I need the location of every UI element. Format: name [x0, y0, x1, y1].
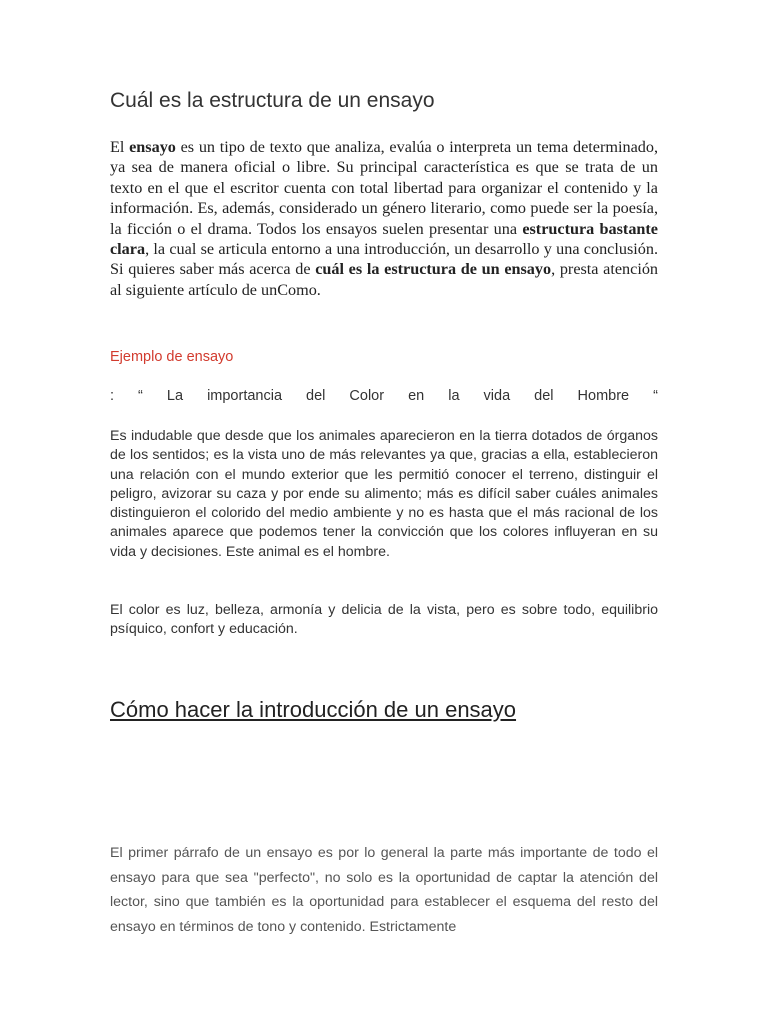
essay-paragraph-1: Es indudable que desde que los animales aparecieron en la tierra dotados de órganos de los sentidos; es la vista uno de más relevantes ya que, gracias a ella, establecieron una relación con el mundo exterior que les permitió conocer el terreno, distinguir el peligro, avizorar su caza y por ende su alimento; más es difícil saber cuáles animales distinguieron el colorido del medio ambiente y no es hasta que el más racional de los animales aparece que podemos tener la convicción que los colores influyeran en su vida y decisiones. Este animal es el hombre. — [110, 428, 658, 560]
intro-bold-estructura: estructura bastante clara — [110, 219, 658, 259]
example-title-word: vida — [483, 388, 511, 404]
intro-bold-cual-es: cuál es la estructura de un ensayo — [315, 260, 552, 279]
example-title-word: la — [448, 388, 460, 404]
intro-text-1: El — [110, 138, 130, 156]
intro-text-3: , la cual se articula entorno a una introducción, un desarrollo y una conclusión. Si quieres saber más acerca de — [110, 240, 658, 279]
example-title-word: Color — [349, 388, 385, 404]
example-title-word: “ — [138, 388, 143, 404]
example-title-word: del — [306, 388, 326, 404]
introduction-paragraph: El primer párrafo de un ensayo es por lo general la parte más importante de todo el ensayo para que sea "perfecto", no solo es la oportunidad de captar la atención del lector, sino que también es la oportunidad para establecer el esquema del resto del ensayo en términos de tono y contenido. Estrictamente — [110, 845, 658, 935]
example-title-word: importancia — [207, 388, 283, 404]
example-title-word: en — [408, 388, 425, 404]
intro-text-4: , presta atención al siguiente artículo de unComo. — [110, 260, 659, 299]
example-title-word: del — [534, 388, 554, 404]
intro-paragraph — [110, 137, 658, 300]
essay-paragraph-2: El color es luz, belleza, armonía y delicia de la vista, pero es sobre todo, equilibrio psíquico, confort y educación. — [110, 602, 658, 638]
section-title: Cómo hacer la introducción de un ensayo — [110, 697, 517, 722]
intro-text-2: es un tipo de texto que analiza, evalúa o interpreta un tema determinado, ya sea de manera oficial o libre. Su principal característica es que se trata de un texto en el que el escritor cuenta con total libertad para organizar el contenido y la información. Es, además, considerado un género literario, como puede ser la poesía, la ficción o el drama. Todos los ensayos suelen presentar una — [110, 138, 658, 238]
example-title-word: La — [166, 388, 184, 404]
intro-bold-ensayo: ensayo — [129, 138, 176, 156]
example-label: Ejemplo de ensayo — [110, 349, 234, 365]
article-title: Cuál es la estructura de un ensayo — [110, 89, 435, 112]
example-title-word: Hombre — [577, 388, 630, 404]
example-title-word: “ — [653, 388, 658, 404]
example-title-word: : — [110, 388, 115, 404]
example-title-line — [110, 388, 658, 404]
